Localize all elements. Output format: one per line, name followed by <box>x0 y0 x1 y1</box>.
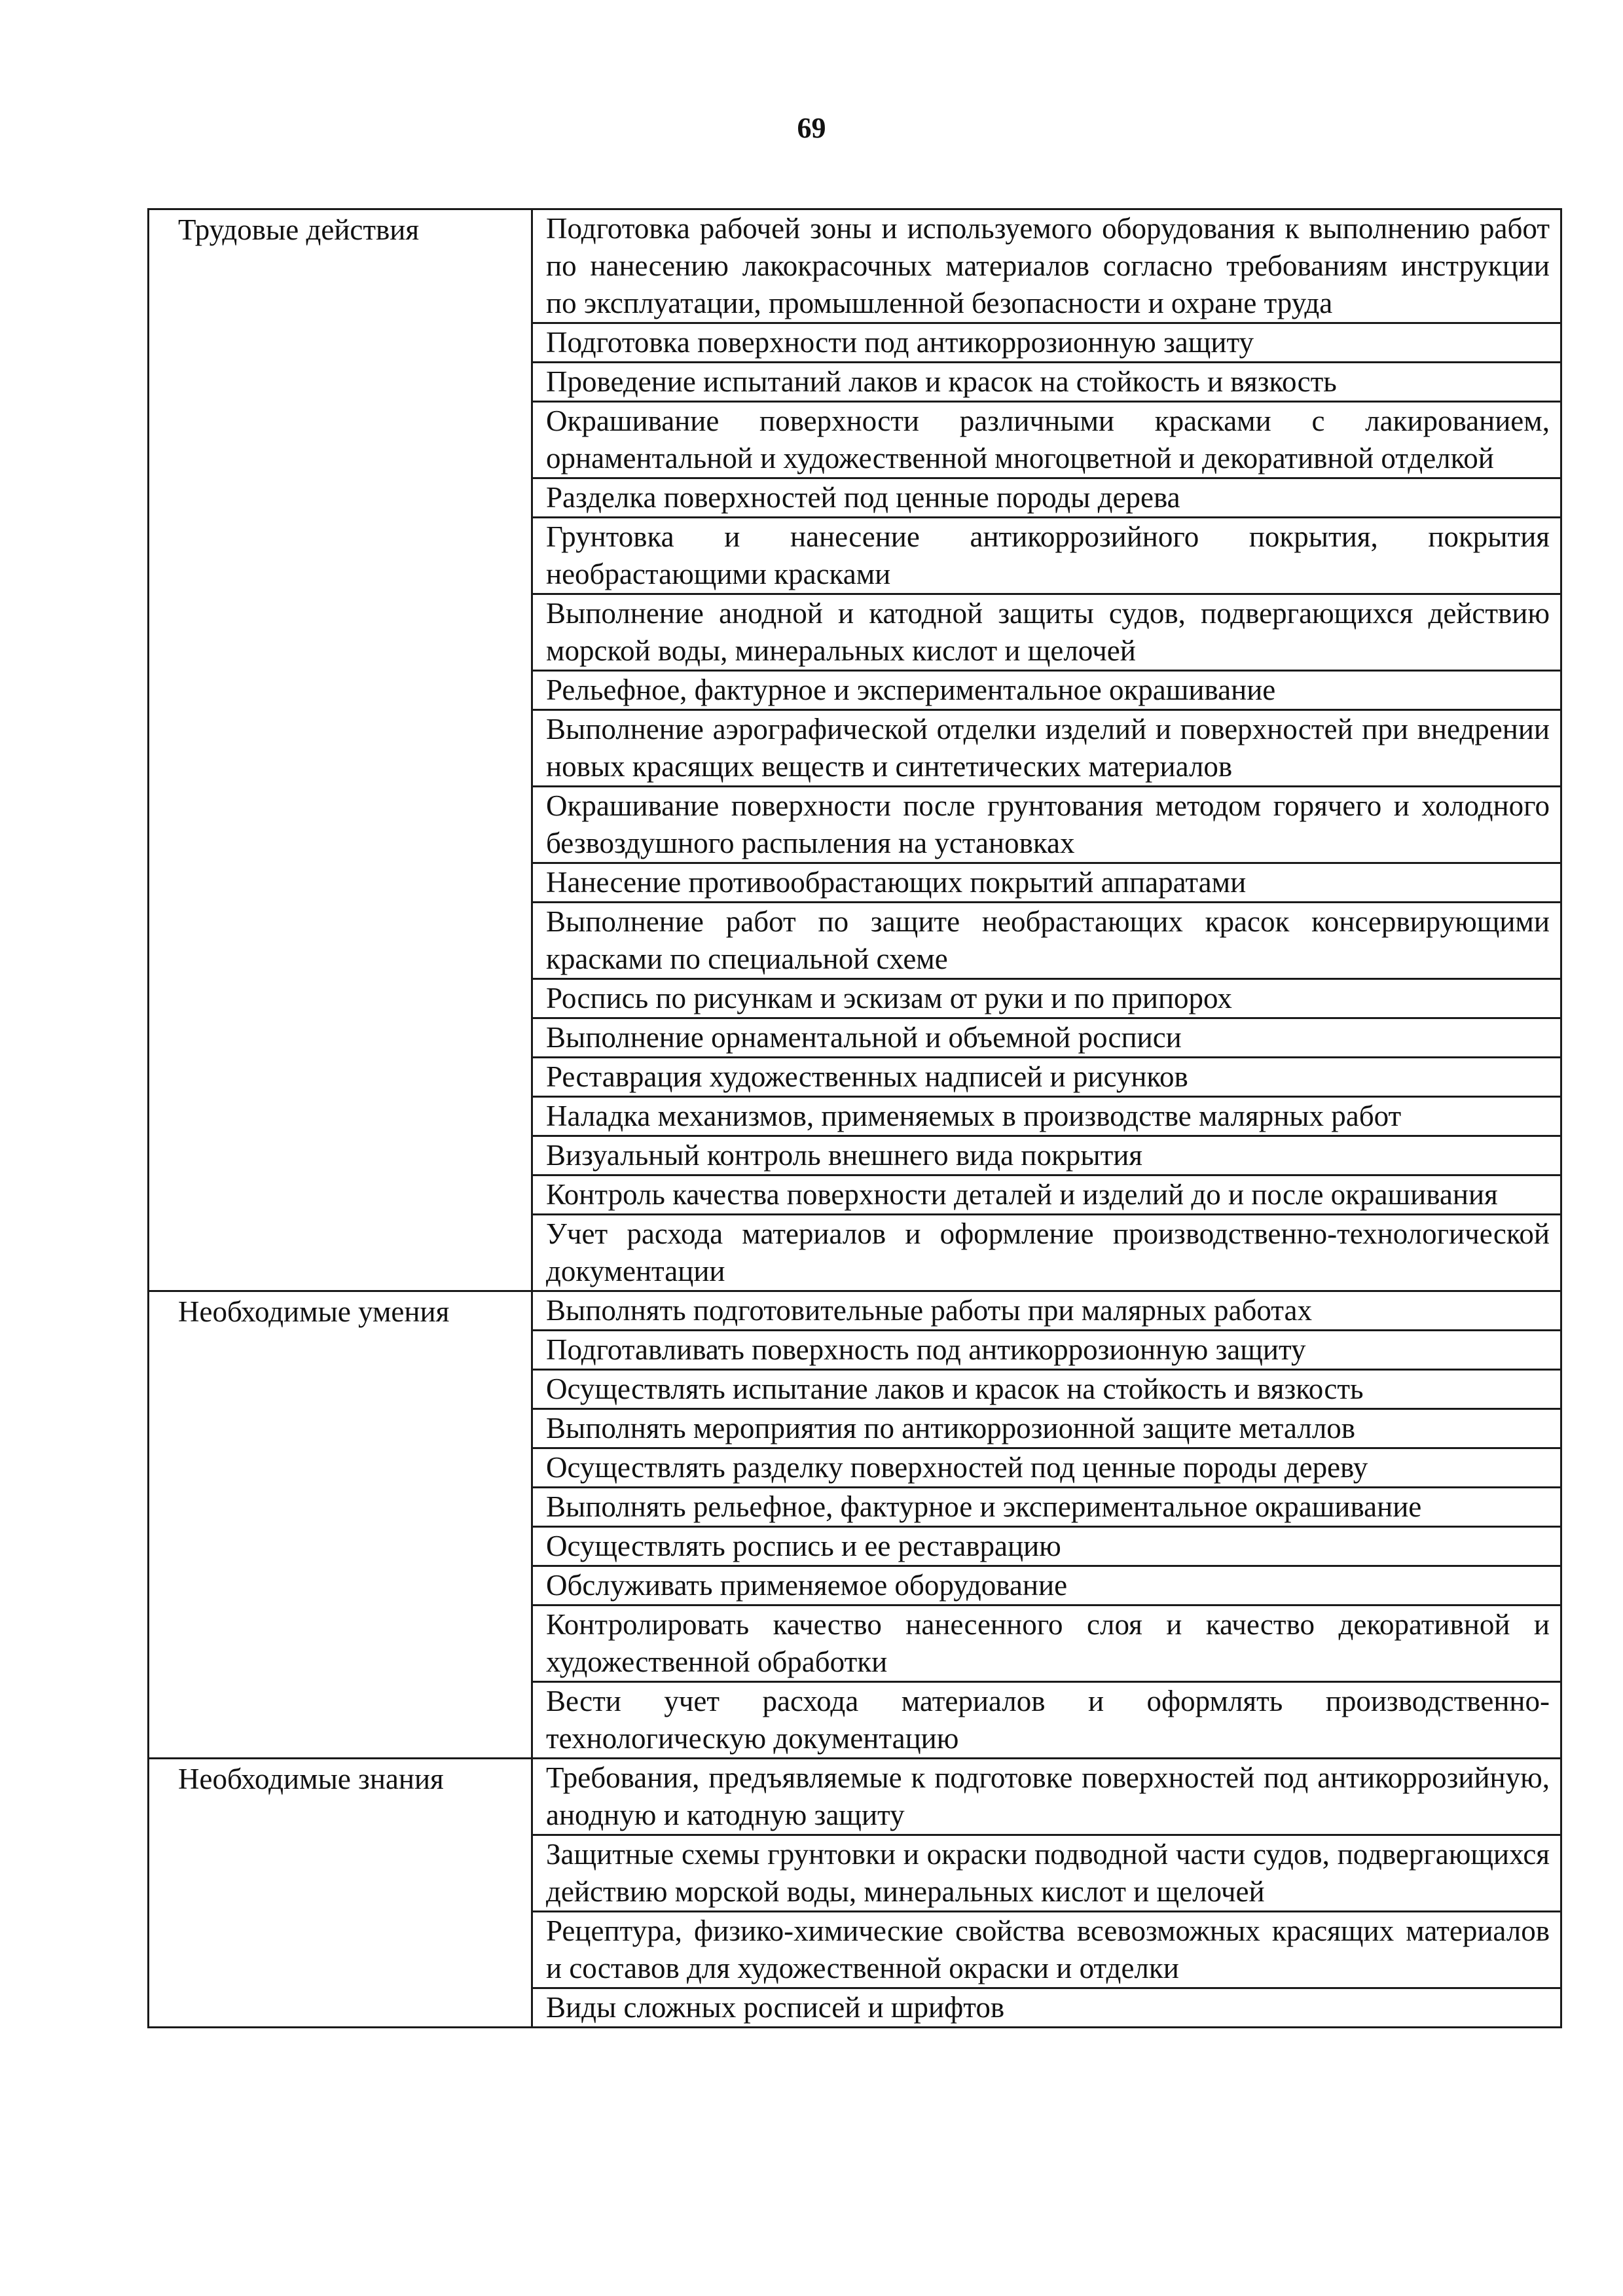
competency-table <box>147 208 1562 2028</box>
section-item: Проведение испытаний лаков и красок на стойкость и вязкость <box>532 363 1561 402</box>
section-item: Рельефное, фактурное и экспериментальное окрашивание <box>532 671 1561 710</box>
section-item: Грунтовка и нанесение антикоррозийного покрытия, покрытия необрастающими красками <box>532 518 1561 594</box>
section-item: Рецептура, физико-химические свойства всевозможных красящих материалов и составов для художественной окраски и отделки <box>532 1912 1561 1988</box>
page-number: 69 <box>797 112 826 144</box>
section-item: Требования, предъявляемые к подготовке поверхностей под антикоррозийную, анодную и катодную защиту <box>532 1759 1561 1835</box>
section-item: Окрашивание поверхности после грунтования методом горячего и холодного безвоздушного распыления на установках <box>532 787 1561 863</box>
section-item: Контроль качества поверхности деталей и изделий до и после окрашивания <box>532 1175 1561 1215</box>
table-row <box>149 1291 1561 1331</box>
section-label: Трудовые действия <box>149 209 532 1291</box>
section-item: Защитные схемы грунтовки и окраски подводной части судов, подвергающихся действию морской воды, минеральных кислот и щелочей <box>532 1835 1561 1912</box>
section-item: Осуществлять испытание лаков и красок на стойкость и вязкость <box>532 1370 1561 1409</box>
section-label: Необходимые знания <box>149 1759 532 2028</box>
section-item: Разделка поверхностей под ценные породы дерева <box>532 478 1561 518</box>
section-item: Подготовка рабочей зоны и используемого оборудования к выполнению работ по нанесению лакокрасочных материалов согласно требованиям инструкции по эксплуатации, промышленной безопасности и охране труда <box>532 209 1561 323</box>
section-item: Подготавливать поверхность под антикоррозионную защиту <box>532 1331 1561 1370</box>
table-row <box>149 209 1561 323</box>
section-item: Вести учет расхода материалов и оформлять производственно-технологическую документацию <box>532 1682 1561 1759</box>
section-item: Подготовка поверхности под антикоррозионную защиту <box>532 323 1561 363</box>
section-item: Визуальный контроль внешнего вида покрытия <box>532 1136 1561 1175</box>
section-item: Контролировать качество нанесенного слоя и качество декоративной и художественной обработки <box>532 1605 1561 1682</box>
section-item: Учет расхода материалов и оформление производственно-технологической документации <box>532 1215 1561 1291</box>
section-item: Роспись по рисункам и эскизам от руки и по припорох <box>532 979 1561 1018</box>
section-item: Выполнять подготовительные работы при малярных работах <box>532 1291 1561 1331</box>
section-item: Осуществлять разделку поверхностей под ценные породы дереву <box>532 1448 1561 1488</box>
section-label: Необходимые умения <box>149 1291 532 1759</box>
section-item: Выполнение аэрографической отделки изделий и поверхностей при внедрении новых красящих веществ и синтетических материалов <box>532 710 1561 787</box>
section-item: Обслуживать применяемое оборудование <box>532 1566 1561 1605</box>
section-item: Выполнение орнаментальной и объемной росписи <box>532 1018 1561 1058</box>
section-item: Наладка механизмов, применяемых в производстве малярных работ <box>532 1097 1561 1136</box>
section-item: Выполнение анодной и катодной защиты судов, подвергающихся действию морской воды, минеральных кислот и щелочей <box>532 594 1561 671</box>
section-item: Нанесение противообрастающих покрытий аппаратами <box>532 863 1561 903</box>
section-item: Реставрация художественных надписей и рисунков <box>532 1058 1561 1097</box>
section-item: Выполнять мероприятия по антикоррозионной защите металлов <box>532 1409 1561 1448</box>
section-item: Осуществлять роспись и ее реставрацию <box>532 1527 1561 1566</box>
section-item: Окрашивание поверхности различными красками с лакированием, орнаментальной и художественной многоцветной и декоративной отделкой <box>532 402 1561 478</box>
table-row <box>149 1759 1561 1835</box>
table-body <box>149 209 1561 2028</box>
section-item: Выполнение работ по защите необрастающих красок консервирующими красками по специальной схеме <box>532 903 1561 979</box>
section-item: Выполнять рельефное, фактурное и экспериментальное окрашивание <box>532 1488 1561 1527</box>
section-item: Виды сложных росписей и шрифтов <box>532 1988 1561 2028</box>
